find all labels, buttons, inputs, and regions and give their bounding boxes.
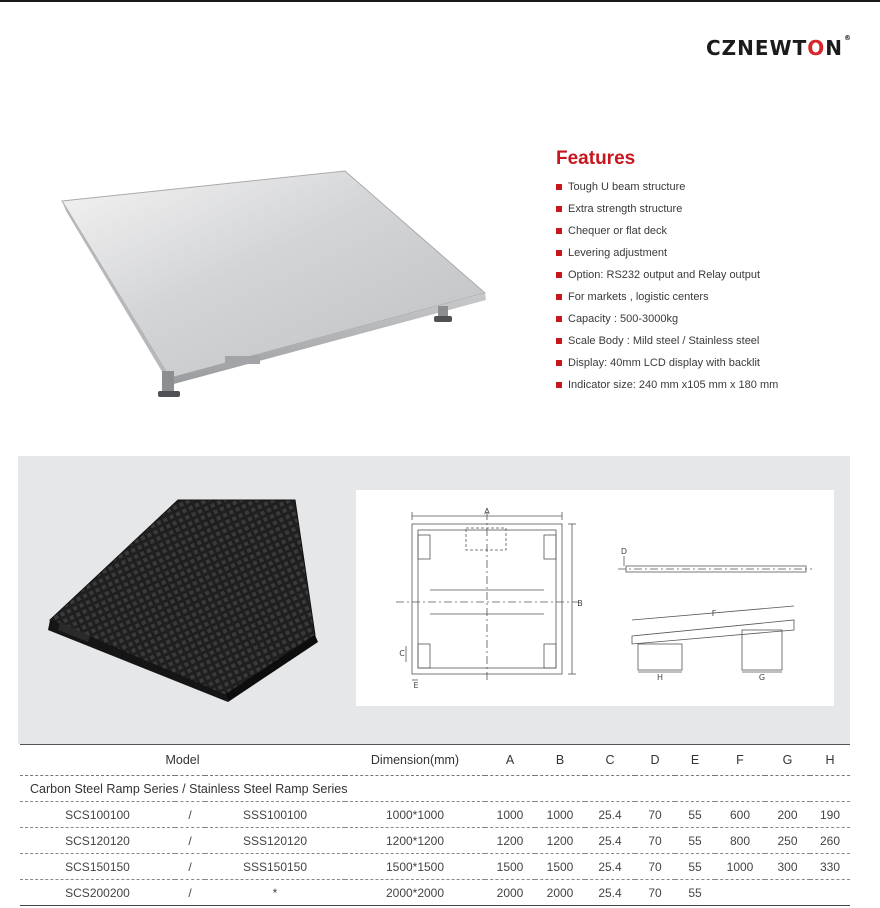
brand-registered-mark: ® (844, 34, 852, 42)
cell-d: 70 (648, 807, 662, 822)
header-f: F (736, 753, 744, 767)
bullet-square-icon (556, 250, 562, 256)
bullet-square-icon (556, 184, 562, 190)
diagram-label-d: D (620, 547, 628, 556)
cell-f (715, 880, 765, 906)
feature-item (556, 374, 866, 396)
brand-text-suffix: N (825, 36, 843, 60)
cell-b: 1200 (546, 833, 574, 848)
feature-text: Indicator size: 240 mm x105 mm x 180 mm (568, 379, 779, 391)
feature-item (556, 176, 866, 198)
feature-text: Scale Body : Mild steel / Stainless steel (568, 335, 760, 347)
cell-a: 1000 (496, 807, 524, 822)
series-label: Carbon Steel Ramp Series / Stainless Steel Ramp Series (30, 781, 348, 796)
bullet-square-icon (556, 382, 562, 388)
cell-d: 70 (648, 885, 662, 900)
diagram-label-a: A (484, 507, 490, 516)
cell-f: 1000 (726, 859, 754, 874)
cell-dimension: 2000*2000 (385, 885, 445, 900)
cell-h: 260 (819, 833, 841, 848)
feature-item (556, 286, 866, 308)
cell-c: 25.4 (598, 833, 622, 848)
cell-g (765, 880, 810, 906)
header-dimension: Dimension(mm) (370, 753, 460, 767)
cell-b: 1000 (546, 807, 574, 822)
features-title: Features (556, 148, 636, 169)
table-row (20, 828, 850, 854)
table-header-row (20, 745, 850, 776)
feature-text: Levering adjustment (568, 247, 668, 259)
bullet-square-icon (556, 272, 562, 278)
table-row (20, 880, 850, 906)
cell-h (810, 880, 850, 906)
feature-item (556, 198, 866, 220)
bullet-square-icon (556, 360, 562, 366)
header-g: G (782, 753, 793, 767)
header-a: A (505, 753, 515, 767)
cell-e: 55 (688, 807, 702, 822)
brand-text-prefix: CZNEWT (705, 36, 808, 60)
cell-a: 2000 (496, 885, 524, 900)
cell-dimension: 1000*1000 (385, 807, 445, 822)
cell-e: 55 (688, 885, 702, 900)
cell-e: 55 (688, 833, 702, 848)
cell-carbon-model: SCS200200 (65, 885, 130, 900)
feature-text: Capacity : 500-3000kg (568, 313, 679, 325)
brand-logo (706, 36, 852, 60)
brand-text-o: O (807, 36, 826, 60)
diagram-label-b: B (577, 599, 583, 608)
header-h: H (825, 753, 835, 767)
diagram-label-g: G (758, 673, 766, 682)
cell-b: 1500 (546, 859, 574, 874)
bullet-square-icon (556, 228, 562, 234)
feature-item (556, 352, 866, 374)
cell-a: 1500 (496, 859, 524, 874)
technical-diagram (356, 490, 834, 706)
cell-stainless-model: SSS100100 (242, 807, 308, 822)
header-b: B (555, 753, 565, 767)
cell-dimension: 1500*1500 (385, 859, 445, 874)
cell-a: 1200 (496, 833, 524, 848)
cell-g: 300 (777, 859, 798, 874)
header-model: Model (165, 753, 200, 767)
header-d: D (650, 753, 660, 767)
feature-item (556, 220, 866, 242)
cell-separator: / (188, 885, 192, 900)
cell-separator: / (188, 859, 192, 874)
diagram-label-f: F (711, 609, 717, 618)
bullet-square-icon (556, 206, 562, 212)
features-section (556, 148, 866, 396)
feature-item (556, 330, 866, 352)
cell-carbon-model: SCS100100 (65, 807, 130, 822)
diagram-label-c: C (399, 649, 405, 658)
feature-text: Option: RS232 output and Relay output (568, 269, 761, 281)
feature-item (556, 264, 866, 286)
cell-b: 2000 (546, 885, 574, 900)
cell-d: 70 (648, 859, 662, 874)
header-c: C (605, 753, 615, 767)
ramp-image (40, 490, 340, 705)
cell-c: 25.4 (598, 859, 622, 874)
diagram-label-h: H (656, 673, 664, 682)
cell-stainless-model: SSS150150 (242, 859, 308, 874)
bullet-square-icon (556, 338, 562, 344)
cell-c: 25.4 (598, 885, 622, 900)
feature-item (556, 308, 866, 330)
diagram-label-e: E (413, 681, 419, 690)
cell-g: 250 (777, 833, 798, 848)
cell-f: 600 (729, 807, 751, 822)
spec-table (20, 744, 850, 906)
cell-carbon-model: SCS150150 (65, 859, 130, 874)
feature-text: Chequer or flat deck (568, 225, 668, 237)
cell-stainless-model: SSS120120 (242, 833, 308, 848)
cell-stainless-model: * (272, 885, 278, 900)
cell-e: 55 (688, 859, 702, 874)
cell-d: 70 (648, 833, 662, 848)
table-row (20, 802, 850, 828)
cell-f: 800 (729, 833, 751, 848)
cell-separator: / (188, 833, 192, 848)
feature-text: Extra strength structure (568, 203, 683, 215)
cell-separator: / (188, 807, 192, 822)
features-list (556, 176, 866, 396)
feature-text: Tough U beam structure (568, 181, 686, 193)
bullet-square-icon (556, 294, 562, 300)
bullet-square-icon (556, 316, 562, 322)
cell-carbon-model: SCS120120 (65, 833, 130, 848)
cell-dimension: 1200*1200 (385, 833, 445, 848)
feature-text: Display: 40mm LCD display with backlit (568, 357, 760, 369)
feature-text: For markets , logistic centers (568, 291, 709, 303)
table-row (20, 854, 850, 880)
top-rule (0, 0, 880, 2)
cell-g: 200 (777, 807, 798, 822)
cell-h: 330 (819, 859, 841, 874)
feature-item (556, 242, 866, 264)
series-row (20, 776, 850, 802)
platform-scale-image (40, 166, 500, 401)
cell-c: 25.4 (598, 807, 622, 822)
header-e: E (690, 753, 700, 767)
cell-h: 190 (819, 807, 841, 822)
